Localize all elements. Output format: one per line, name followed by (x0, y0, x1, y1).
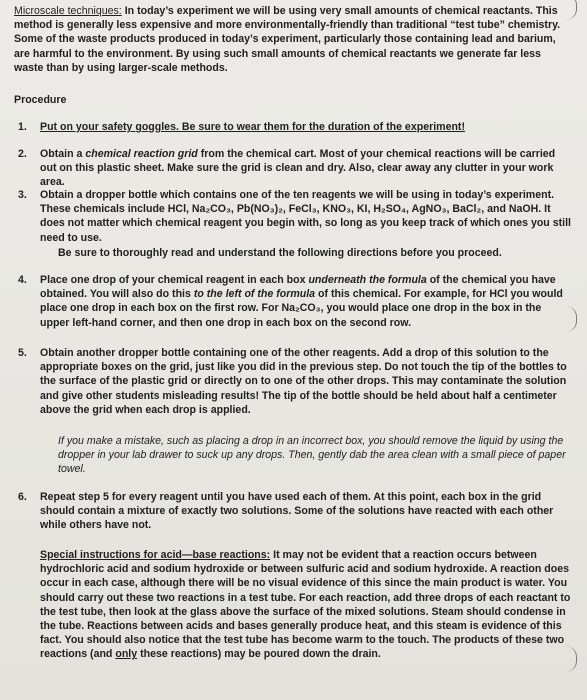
step-1-number: 1. (18, 121, 27, 133)
step-1-text: Put on your safety goggles. Be sure to wear them for the duration of the experiment! (40, 121, 465, 133)
intro-text: In today’s experiment we will be using very small amounts of chemical reactants. This method is generally less expensive and more environmentally-friendly than traditional “test tube” chemistry. Some of the waste products produced in today’s experiment, particularly those containing lead and barium, are harmful to the environment. By using such small amounts of chemical reactants we generate far less waste than by using larger-scale methods. (14, 5, 561, 74)
step-6-text: Repeat step 5 for every reagent until you have used each of them. At this point, each box in the grid should contain a mixture of exactly two solutions. Some of the solutions have reacted with each other while others have not. (40, 491, 554, 532)
step-4-number: 4. (18, 274, 27, 286)
read-directions-note: Be sure to thoroughly read and understand the following directions before you proceed. (58, 247, 502, 259)
binder-hole-mark-bottom (566, 646, 577, 672)
special-text-post: these reactions) may be poured down the drain. (137, 648, 381, 661)
binder-hole-mark-top (566, 0, 577, 20)
step-5-pre: Obtain another dropper bottle containing one of the other reagents. Add a drop of this solution to the appropriate boxes on the grid, just like you did in the previous step. (40, 347, 549, 374)
step-2-italic: chemical reaction grid (85, 148, 198, 160)
step-2-pre: Obtain a (40, 148, 86, 160)
step-1 (18, 120, 571, 134)
intro-heading: Microscale techniques: (14, 5, 122, 17)
special-text-pre: It may not be evident that a reaction occurs between hydrochloric acid and sodium hydroxide or between sulfuric acid and sodium hydroxide. A reaction does occur in each case, although there will be no visual evidence of this since the main product is water. You should carry out these two reactions in a test tube. For each reaction, add three drops of each reactant to the test tube, then look at the glass above the surface of the mixed solutions. Steam should condense in the tube. Reactions between acids and bases generally produce heat, and this steam is evidence of this fact. You should also notice that the test tube has become warm to the touch. The products of these two reactions (and (40, 549, 571, 661)
step-4-italic-2: to the left of the formula (193, 288, 316, 301)
step-6-number: 6. (18, 491, 27, 503)
step-5-post: The tip of the bottle should be held about half a centimeter above the grid when each drop is applied. (40, 389, 557, 416)
mistake-note: If you make a mistake, such as placing a drop in an incorrect box, you should remove the liquid by using the dropper in your lab drawer to suck up any drops. Then, gently dab the area clean with a small piece of paper towel. (58, 435, 566, 476)
step-2-post: from the chemical cart. Most of your chemical reactions will be carried out on this plastic sheet. Make sure the grid is clean and dry. Also, clear away any clutter in your work area. (40, 148, 556, 189)
step-3 (18, 188, 571, 245)
procedure-heading: Procedure (14, 94, 67, 106)
step-4-italic-1: underneath the formula (308, 274, 427, 286)
step-4-mid: of the chemical you have obtained. You will also do this (40, 274, 556, 301)
binder-hole-mark-middle (566, 306, 577, 332)
step-5-warning: Do not touch the tip of the bottles to the surface of the plastic grid or directly on to one of the other drops. This may contaminate the solution and give other students misleading results! (40, 361, 567, 402)
step-5-number: 5. (18, 347, 27, 359)
step-3-number: 3. (18, 189, 27, 201)
special-heading: Special instructions for acid—base reactions: (40, 549, 271, 561)
step-2-number: 2. (18, 148, 27, 160)
special-instructions (40, 548, 573, 662)
step-4 (18, 273, 571, 330)
step-2 (18, 147, 571, 190)
step-4-post: of this chemical. For example, for HCl you would place one drop in each box on the first row. For Na₂CO₃, you would place one drop in the box in the upper left-hand corner, and then one drop in each box on the second row. (40, 288, 563, 329)
step-4-pre: Place one drop of your chemical reagent in each box (40, 274, 309, 286)
step-3-text: Obtain a dropper bottle which contains one of the ten reagents we will be using in today’s experiment. These chemicals include HCl, Na₂CO₃, Pb(NO₃)₂, FeCl₃, KNO₃, KI, H₂SO₄, AgNO₃, BaCl₂, and NaOH. It does not matter which chemical reagent you begin with, so long as you keep track of which ones you still need to use. (40, 189, 571, 244)
special-only: only (115, 648, 138, 661)
step-5 (18, 346, 571, 417)
intro-paragraph (14, 4, 573, 75)
step-6 (18, 490, 571, 533)
